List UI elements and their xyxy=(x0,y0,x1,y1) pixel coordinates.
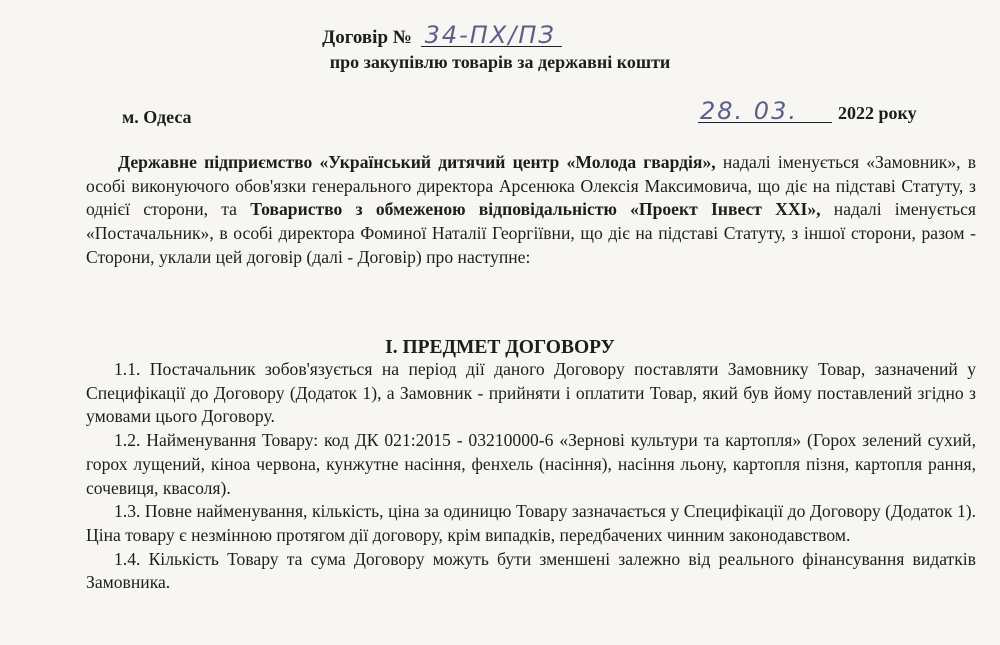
section-title: І. ПРЕДМЕТ ДОГОВОРУ xyxy=(385,337,615,358)
preamble-text-1: надалі іменується «Замовник», в особі виконуючого обов'язки генерального директора Арсенюка Олексія Максимовича, що діє на підставі Статуту, з однієї сторони, та xyxy=(86,152,976,220)
clause-1-3: 1.3. Повне найменування, кількість, ціна за одиницю Товару зазначається у Специфікації до Договору (Додаток 1). Ціна товару є незмінною протягом дії договору, крім випадків, передбачених чинним законодавством. xyxy=(86,501,976,545)
contract-date xyxy=(698,97,917,125)
city: м. Одеса xyxy=(122,107,192,127)
contract-label: Договір № xyxy=(322,27,412,48)
clause-1-1: 1.1. Постачальник зобов'язується на період дії даного Договору поставляти Замовнику Товар, зазначений у Специфікації до Договору (Додаток 1), а Замовник - прийняти і оплатити Товар, який був йому поставлений згідно з умовами цього Договору. xyxy=(86,359,976,427)
section-items xyxy=(86,358,976,595)
contract-subtitle: про закупівлю товарів за державні кошти xyxy=(329,52,671,72)
contract-title xyxy=(0,21,1000,51)
date-handwritten: 28. 03. xyxy=(698,100,832,123)
preamble-paragraph xyxy=(86,151,976,270)
customer-name: Державне підприємство «Український дитячий центр «Молода гвардія», xyxy=(118,152,716,172)
contract-number-handwritten: 34-ПХ/ПЗ xyxy=(421,24,562,47)
preamble xyxy=(86,151,976,270)
year-label: 2022 року xyxy=(838,103,917,123)
preamble-text-2: надалі іменується «Постачальник», в особі директора Фоминої Наталії Георгіївни, що діє на підставі Статуту, з іншої сторони, разом - Сторони, уклали цей договір (далі - Договір) про наступне: xyxy=(86,199,977,267)
clause-1-2: 1.2. Найменування Товару: код ДК 021:2015 - 03210000-6 «Зернові культури та картопля» (Горох зелений сухий, горох лущений, кіноа червона, кунжутне насіння, фенхель (насіння), насіння льону, картопля пізня, картопля рання, сочевиця, квасоля). xyxy=(86,430,976,498)
clause-1-4: 1.4. Кількість Товару та сума Договору можуть бути зменшені залежно від реального фінансування видатків Замовника. xyxy=(86,548,976,593)
supplier-name: Товариство з обмеженою відповідальністю «Проект Інвест XXI», xyxy=(250,199,821,220)
